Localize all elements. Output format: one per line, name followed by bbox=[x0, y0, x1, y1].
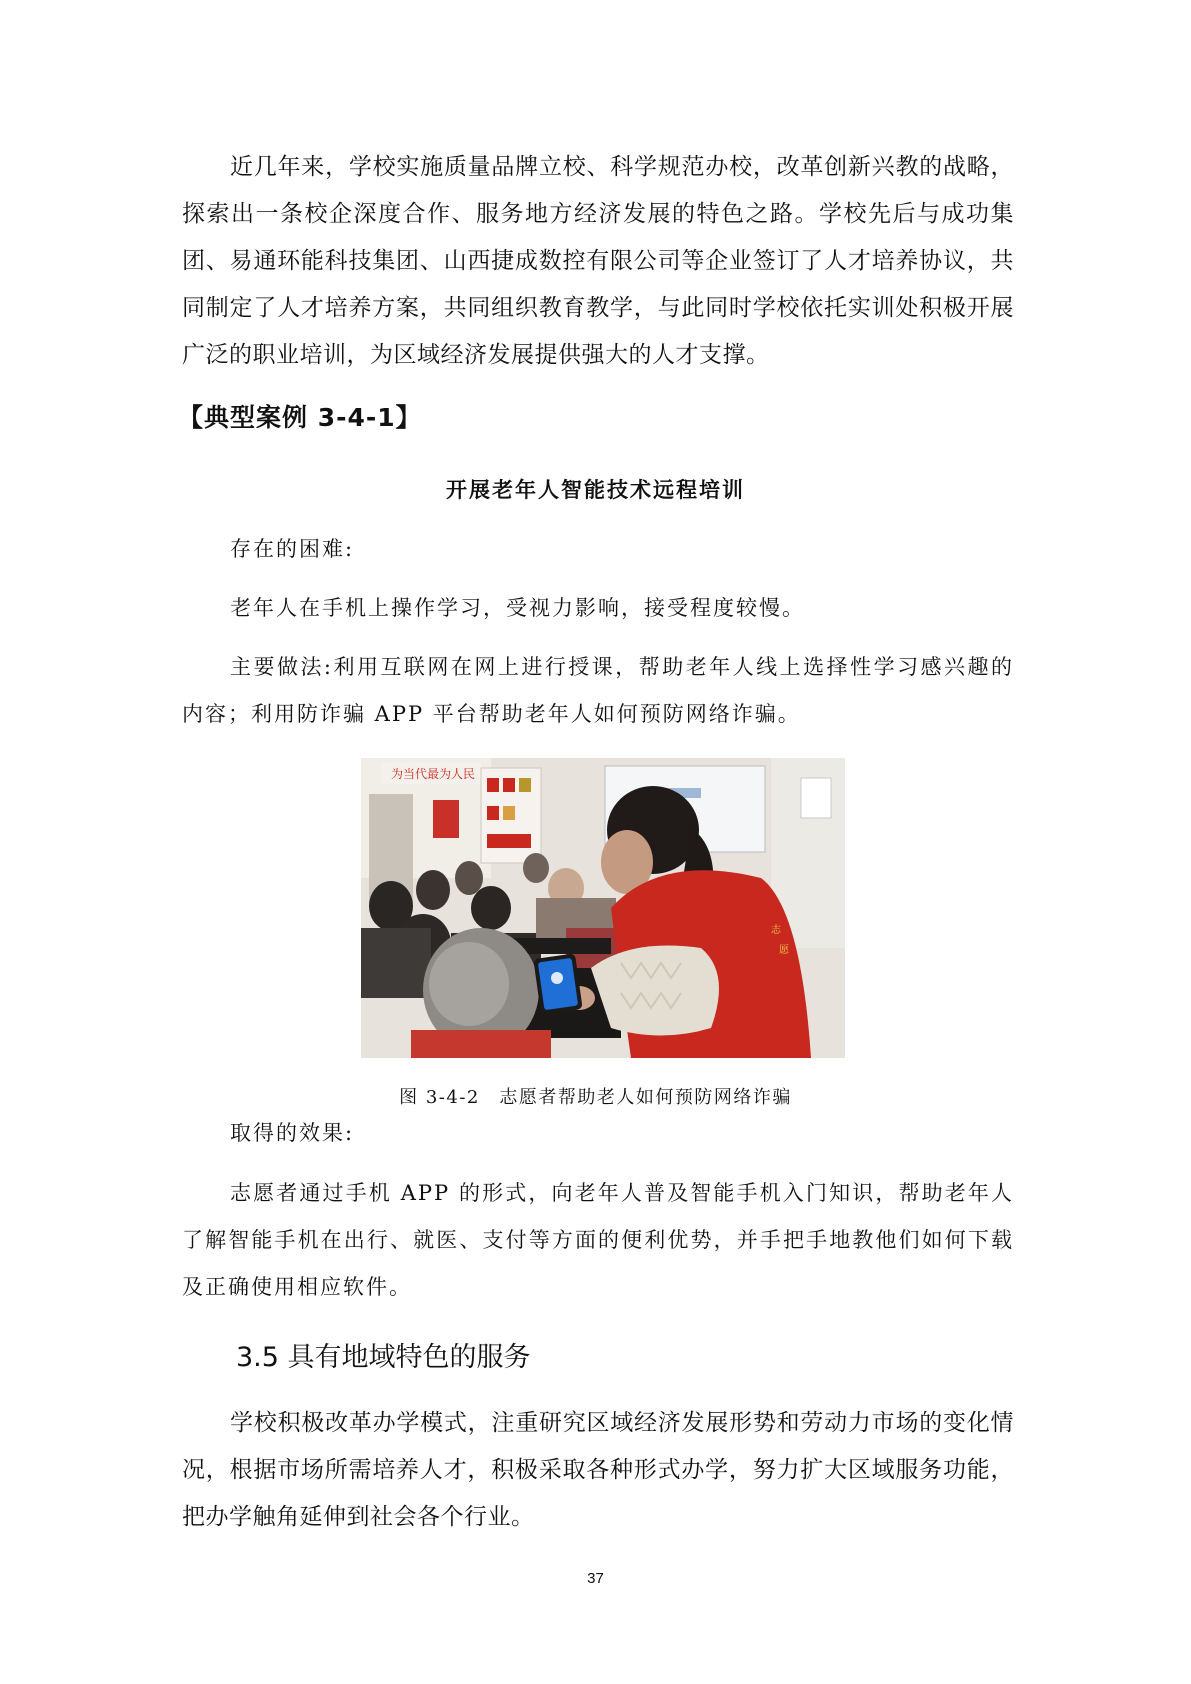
result-text: 志愿者通过手机 APP 的形式，向老年人普及智能手机入门知识，帮助老年人了解智能手机在出行、就医、支付等方面的便利优势，并手把手地教他们如何下载及正确使用相应软件。 bbox=[182, 1181, 1014, 1299]
difficulty-heading: 存在的困难: bbox=[230, 537, 355, 561]
page-number: 37 bbox=[587, 1570, 604, 1587]
case-label: 【典型案例 3-4-1】 bbox=[178, 403, 422, 432]
difficulty-text: 老年人在手机上操作学习，受视力影响，接受程度较慢。 bbox=[230, 596, 805, 620]
method-text: 主要做法:利用互联网在网上进行授课，帮助老年人线上选择性学习感兴趣的内容；利用防诈骗 APP 平台帮助老年人如何预防网络诈骗。 bbox=[182, 655, 1014, 726]
intro-paragraph: 近几年来，学校实施质量品牌立校、科学规范办校，改革创新兴教的战略，探索出一条校企深度合作、服务地方经济发展的特色之路。学校先后与成功集团、易通环能科技集团、山西捷成数控有限公司等企业签订了人才培养协议，共同制定了人才培养方案，共同组织教育教学，与此同时学校依托实训处积极开展广泛的职业培训，为区域经济发展提供强大的人才支撑。 bbox=[182, 154, 1014, 368]
svg-text:愿: 愿 bbox=[779, 945, 789, 956]
section-heading: 3.5 具有地域特色的服务 bbox=[236, 1342, 531, 1373]
case-title: 开展老年人智能技术远程培训 bbox=[446, 477, 745, 502]
result-heading: 取得的效果: bbox=[230, 1121, 355, 1145]
section-body: 学校积极改革办学模式，注重研究区域经济发展形势和劳动力市场的变化情况，根据市场所需培养人才，积极采取各种形式办学，努力扩大区域服务功能，把办学触角延伸到社会各个行业。 bbox=[182, 1410, 1014, 1530]
figure-caption: 图 3-4-2 志愿者帮助老人如何预防网络诈骗 bbox=[399, 1087, 792, 1108]
volunteer-photo bbox=[361, 758, 845, 1058]
svg-text:志: 志 bbox=[771, 925, 781, 936]
photo-banner-text: 为当代最为人民 bbox=[391, 767, 476, 781]
